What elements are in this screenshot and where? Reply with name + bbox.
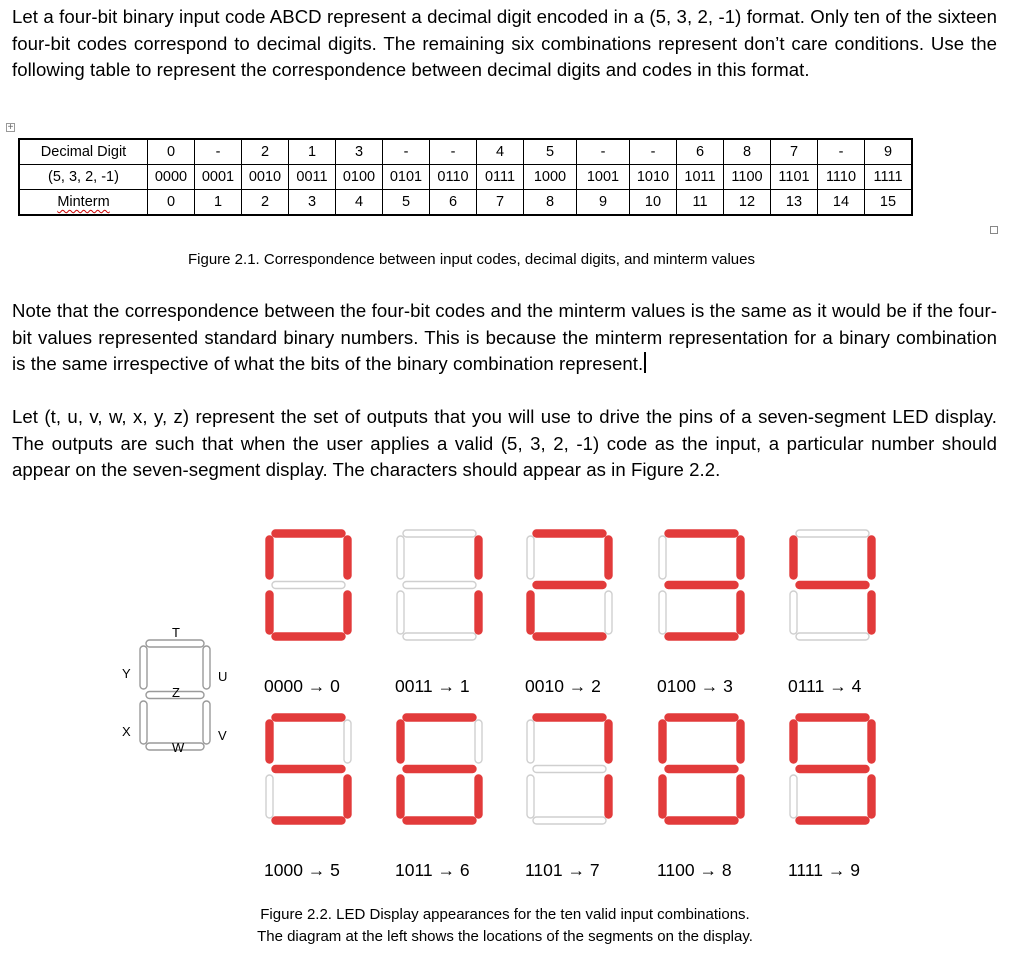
display-label	[395, 676, 470, 696]
segment-lower-left-on	[527, 591, 534, 634]
segment-top-on	[272, 714, 345, 721]
segment-top-on	[533, 714, 606, 721]
segment-legend	[122, 625, 227, 755]
table-cell: 0001	[195, 165, 242, 190]
table-move-handle-icon[interactable]: +	[7, 122, 14, 133]
display-digit-9	[790, 714, 875, 824]
display-label	[264, 676, 340, 696]
table-cell: 1011	[677, 165, 724, 190]
digit-value: 7	[589, 860, 600, 880]
input-code: 1000	[264, 860, 308, 880]
segment-lower-right-on	[475, 591, 482, 634]
table-cell: 0000	[148, 165, 195, 190]
table-cell: 5	[524, 139, 577, 165]
segment-upper-right-on	[344, 536, 351, 579]
segment-upper-right-on	[868, 536, 875, 579]
segment-middle-off	[533, 766, 606, 773]
table-cell: 1010	[630, 165, 677, 190]
segment-label-u: U	[218, 669, 228, 684]
display-digit-0	[266, 530, 351, 640]
table-cell: -	[818, 139, 865, 165]
segment-upper-left-off	[527, 720, 534, 763]
arrow-icon: →	[437, 676, 460, 696]
arrow-icon: →	[699, 860, 722, 880]
segment-upper-right-on	[605, 720, 612, 763]
table-cell: 1110	[818, 165, 865, 190]
segment-upper-left-on	[266, 720, 273, 763]
arrow-icon: →	[568, 676, 592, 696]
segment-lower-right-on	[868, 591, 875, 634]
display-digit-1	[397, 530, 482, 640]
segment-label-x: X	[122, 724, 131, 739]
row-header: Minterm	[19, 190, 148, 216]
table-cell: 0100	[336, 165, 383, 190]
segment-bottom-off	[533, 817, 606, 824]
segment-bottom-on	[272, 817, 345, 824]
segment-top-on	[533, 530, 606, 537]
table-cell: 5	[383, 190, 430, 216]
arrow-icon: →	[437, 860, 460, 880]
table-resize-handle-icon[interactable]	[990, 226, 998, 234]
table-cell: -	[195, 139, 242, 165]
table-cell: 6	[430, 190, 477, 216]
display-label	[395, 860, 470, 880]
input-code: 1111	[788, 860, 828, 880]
segment-label-t: T	[172, 625, 180, 640]
segment-upper-right-on	[868, 720, 875, 763]
input-code: 0111	[788, 676, 830, 696]
table-cell: 2	[242, 190, 289, 216]
text-cursor	[644, 352, 646, 373]
segment-middle-on	[272, 766, 345, 773]
segment-top-off	[796, 530, 869, 537]
segment-upper-left-on	[659, 720, 666, 763]
display-digit-6	[397, 714, 482, 824]
segment-top-on	[665, 530, 738, 537]
segment-lower-right-on	[344, 591, 351, 634]
segment-top-off	[403, 530, 476, 537]
segment-top-on	[665, 714, 738, 721]
note-paragraph	[12, 298, 997, 378]
table-cell: 10	[630, 190, 677, 216]
segment-lower-left-on	[659, 775, 666, 818]
arrow-icon: →	[567, 860, 590, 880]
table-cell: -	[630, 139, 677, 165]
segment-top-on	[272, 530, 345, 537]
segment-lower-left-off	[527, 775, 534, 818]
digit-value: 8	[721, 860, 732, 880]
table-cell: 4	[336, 190, 383, 216]
digit-value: 9	[850, 860, 861, 880]
table-cell: 9	[577, 190, 630, 216]
display-label	[657, 676, 733, 696]
display-label	[788, 860, 860, 880]
segment-middle-off	[272, 582, 345, 589]
row-header: Decimal Digit	[19, 139, 148, 165]
arrow-icon: →	[827, 860, 851, 880]
display-label	[525, 676, 601, 696]
display-digit-2	[527, 530, 612, 640]
arrow-icon: →	[700, 676, 724, 696]
display-digit-5	[266, 714, 351, 824]
digit-value: 4	[851, 676, 862, 696]
table-cell: 1	[195, 190, 242, 216]
segment-upper-left-off	[659, 536, 666, 579]
segment-lower-left-off	[397, 591, 404, 634]
display-digit-8	[659, 714, 744, 824]
arrow-icon: →	[829, 676, 852, 696]
display-label	[788, 676, 862, 696]
table-cell: 1101	[771, 165, 818, 190]
minterm-row	[19, 190, 912, 216]
segment-lower-right-on	[737, 591, 744, 634]
arrow-icon: →	[307, 860, 331, 880]
segment-upper-left-on	[790, 536, 797, 579]
segment-lower-right-off	[605, 591, 612, 634]
table-cell: 8	[524, 190, 577, 216]
legend-segment-upper-left	[140, 646, 147, 689]
table-cell: 0110	[430, 165, 477, 190]
table-cell: 0101	[383, 165, 430, 190]
segment-bottom-on	[665, 633, 738, 640]
table-cell: 13	[771, 190, 818, 216]
segment-lower-left-off	[266, 775, 273, 818]
display-digit-4	[790, 530, 875, 640]
segment-bottom-off	[796, 633, 869, 640]
segment-middle-off	[403, 582, 476, 589]
segment-top-on	[403, 714, 476, 721]
legend-segment-top	[146, 640, 204, 647]
figure-2-1-caption: Figure 2.1. Correspondence between input codes, decimal digits, and minterm values	[188, 251, 755, 268]
digit-value: 2	[591, 676, 601, 696]
segment-lower-left-on	[397, 775, 404, 818]
segment-upper-right-off	[344, 720, 351, 763]
segment-lower-right-on	[737, 775, 744, 818]
segment-upper-right-on	[737, 536, 744, 579]
segment-top-on	[796, 714, 869, 721]
segment-middle-on	[665, 582, 738, 589]
segment-bottom-on	[665, 817, 738, 824]
segment-upper-left-off	[397, 536, 404, 579]
legend-segment-lower-right	[203, 701, 210, 744]
input-code: 1011	[395, 860, 438, 880]
figure-2-2-caption	[200, 904, 810, 948]
segment-upper-left-on	[397, 720, 404, 763]
digit-value: 1	[459, 676, 470, 696]
figure-2-2-caption-line1: Figure 2.2. LED Display appearances for the ten valid input combinations.	[260, 906, 750, 923]
table-cell: 0	[148, 190, 195, 216]
digit-value: 0	[330, 676, 340, 696]
segment-lower-right-on	[605, 775, 612, 818]
segment-label-w: W	[172, 740, 185, 755]
table-cell: 6	[677, 139, 724, 165]
digit-value: 5	[330, 860, 340, 880]
segment-upper-right-on	[737, 720, 744, 763]
table-cell: -	[577, 139, 630, 165]
segment-upper-right-on	[605, 536, 612, 579]
segment-upper-left-off	[527, 536, 534, 579]
segment-label-y: Y	[122, 666, 131, 681]
segment-middle-on	[796, 766, 869, 773]
row-header: (5, 3, 2, -1)	[19, 165, 148, 190]
note-paragraph-text: Note that the correspondence between the four-bit codes and the minterm values is the same as it would be if the four-bit values represented standard binary numbers. This is because the minterm representation for a binary combination is the same irrespective of what the bits of the binary combination represent.	[12, 300, 997, 374]
table-cell: 4	[477, 139, 524, 165]
display-label	[525, 860, 600, 880]
segment-upper-right-off	[475, 720, 482, 763]
display-digit-3	[659, 530, 744, 640]
segment-upper-left-on	[790, 720, 797, 763]
table-cell: 0010	[242, 165, 289, 190]
table-cell: 9	[865, 139, 913, 165]
legend-segment-upper-right	[203, 646, 210, 689]
table-cell: 0011	[289, 165, 336, 190]
seven-segment-figure	[0, 500, 1024, 900]
segment-middle-on	[533, 582, 606, 589]
input-code: 0000	[264, 676, 308, 696]
table-cell: 7	[477, 190, 524, 216]
decimal-digit-row	[19, 139, 912, 165]
input-code: 0100	[657, 676, 701, 696]
segment-upper-right-on	[475, 536, 482, 579]
segment-middle-on	[796, 582, 869, 589]
outputs-paragraph: Let (t, u, v, w, x, y, z) represent the set of outputs that you will use to drive the pins of a seven-segment LED display. The outputs are such that when the user applies a valid (5, 3, 2, -1) code as the input, a particular number should appear on the seven-segment display. The characters should appear as in Figure 2.2.	[12, 406, 997, 480]
code-table	[18, 138, 913, 216]
table-cell: 1	[289, 139, 336, 165]
table-cell: 3	[289, 190, 336, 216]
figure-2-2-caption-line2: The diagram at the left shows the locations of the segments on the display.	[257, 928, 753, 945]
code-row	[19, 165, 912, 190]
input-code: 0010	[525, 676, 569, 696]
legend-segment-lower-left	[140, 701, 147, 744]
segment-upper-left-on	[266, 536, 273, 579]
segment-label-v: V	[218, 728, 227, 743]
display-label	[657, 860, 732, 880]
table-cell: 1001	[577, 165, 630, 190]
input-code: 0011	[395, 676, 438, 696]
table-cell: 11	[677, 190, 724, 216]
table-cell: 7	[771, 139, 818, 165]
segment-lower-right-on	[868, 775, 875, 818]
table-cell: 12	[724, 190, 771, 216]
segment-bottom-on	[796, 817, 869, 824]
input-code: 1101	[525, 860, 568, 880]
table-cell: 14	[818, 190, 865, 216]
segment-bottom-on	[403, 817, 476, 824]
digit-value: 3	[723, 676, 733, 696]
segment-lower-left-off	[790, 775, 797, 818]
table-cell: 15	[865, 190, 913, 216]
segment-label-z: Z	[172, 685, 180, 700]
digit-value: 6	[459, 860, 470, 880]
segment-lower-left-on	[266, 591, 273, 634]
table-cell: 2	[242, 139, 289, 165]
segment-bottom-on	[533, 633, 606, 640]
intro-paragraph: Let a four-bit binary input code ABCD represent a decimal digit encoded in a (5, 3, 2, -1) format. Only ten of the sixteen four-bit codes correspond to decimal digits. The remaining six combinations represent don’t care conditions. Use the following table to represent the correspondence between decimal digits and codes in this format.	[12, 6, 997, 80]
segment-lower-right-on	[475, 775, 482, 818]
table-cell: 8	[724, 139, 771, 165]
segment-lower-left-off	[790, 591, 797, 634]
segment-bottom-off	[403, 633, 476, 640]
table-cell: 0111	[477, 165, 524, 190]
display-label	[264, 860, 340, 880]
table-cell: 3	[336, 139, 383, 165]
segment-lower-right-on	[344, 775, 351, 818]
table-cell: 1111	[865, 165, 913, 190]
table-cell: 1100	[724, 165, 771, 190]
input-code: 1100	[657, 860, 700, 880]
display-digit-7	[527, 714, 612, 824]
segment-middle-on	[403, 766, 476, 773]
table-cell: -	[430, 139, 477, 165]
segment-middle-on	[665, 766, 738, 773]
table-cell: 1000	[524, 165, 577, 190]
arrow-icon: →	[307, 676, 331, 696]
table-cell: 0	[148, 139, 195, 165]
segment-lower-left-off	[659, 591, 666, 634]
segment-bottom-on	[272, 633, 345, 640]
table-cell: -	[383, 139, 430, 165]
